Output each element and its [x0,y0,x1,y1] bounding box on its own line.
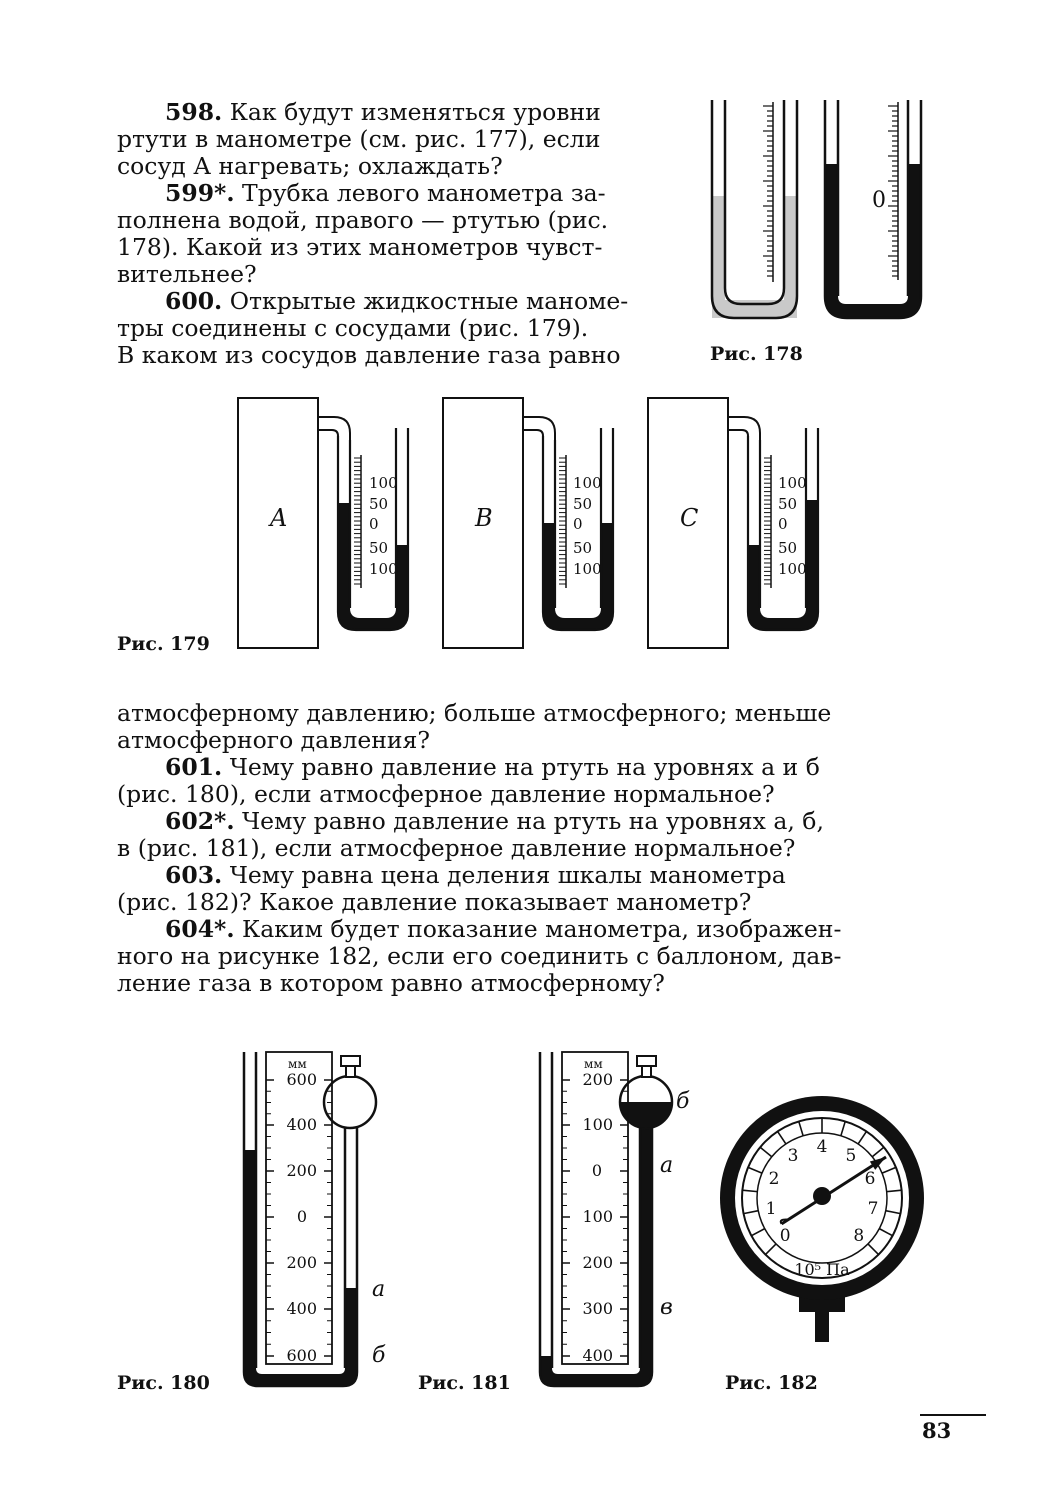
unit-label: мм [288,1057,307,1071]
scale-label: 400 [286,1115,317,1134]
unit-label: 10⁵ Па [794,1260,850,1279]
problem-602-text: Чему равно давление на ртуть на уровнях а, б, [242,807,824,835]
page-number-rule [920,1414,986,1416]
scale-label: 200 [286,1253,317,1272]
zero-label: 0 [872,188,886,213]
problem-599-number: 599*. [165,179,235,207]
scale-label: 50 [369,495,389,513]
problem-604-line-3: ление газа в котором равно атмосферному? [117,969,665,997]
dial-number: 4 [816,1137,828,1157]
problem-599-line-2: полнена водой, правого — ртутью (рис. [117,206,609,234]
scale-label: 600 [286,1346,317,1365]
scale-label: 50 [778,539,798,557]
scale-label: 100 [369,474,398,492]
level-v-label: в [660,1295,673,1320]
scale-label: 100 [778,560,807,578]
scale-label: 200 [582,1253,613,1272]
problem-600-line-3: В каком из сосудов давление газа равно [117,341,621,369]
scale-label: 50 [778,495,798,513]
figure-178-caption: Рис. 178 [710,343,803,365]
needle-hub [813,1187,831,1205]
figure-180-caption: Рис. 180 [117,1372,210,1394]
unit-label: мм [584,1057,603,1071]
problem-600-text: Открытые жидкостные маноме- [229,287,629,315]
problem-601-text: Чему равно давление на ртуть на уровнях а и б [229,753,820,781]
problem-604-text: Каким будет показание манометра, изображен- [242,915,842,943]
dial-number: 0 [779,1225,791,1246]
scale-label: 400 [286,1299,317,1318]
problem-599-line-4: вительнее? [117,260,257,288]
vessel-c-label: C [680,504,699,532]
problem-599-text: Трубка левого манометра за- [242,179,606,207]
dial-number: 7 [867,1199,879,1220]
problem-598-number: 598. [165,98,223,126]
dial-number: 6 [864,1169,876,1190]
problem-598-text: Как будут изменяться уровни [229,98,601,126]
level-b-label: б [372,1343,386,1368]
problem-600-line-2: тры соединены с сосудами (рис. 179). [117,314,589,342]
page-number: 83 [922,1418,952,1443]
scale-label: 0 [573,515,583,533]
level-b-label: б [676,1089,690,1114]
problem-598-line-2: ртути в манометре (см. рис. 177), если [117,125,601,153]
problem-599-line-3: 178). Какой из этих манометров чувст- [117,233,603,261]
problem-603-line-2: (рис. 182)? Какое давление показывает манометр? [117,888,752,916]
scale-label: 200 [286,1161,317,1180]
scale-label: 200 [582,1070,613,1089]
scale-label: 50 [369,539,389,557]
scale-label: 100 [573,474,602,492]
scale-label: 100 [369,560,398,578]
problem-603-number: 603. [165,861,223,889]
problem-601-line-2: (рис. 180), если атмосферное давление нормальное? [117,780,775,808]
problem-598-line-3: сосуд А нагревать; охлаждать? [117,152,503,180]
dial-number: 2 [768,1169,780,1190]
scale-label: 50 [573,539,593,557]
figure-182-caption: Рис. 182 [725,1372,818,1394]
scale-label: 100 [778,474,807,492]
problem-600-line-5: атмосферного давления? [117,726,430,754]
dial-number: 3 [787,1145,799,1166]
scale-label: 300 [582,1299,613,1318]
figure-181-caption: Рис. 181 [418,1372,511,1394]
problem-603-text: Чему равна цена деления шкалы манометра [229,861,786,889]
problem-600-line-4: атмосферному давлению; больше атмосферного; меньше [117,699,832,727]
figure-179-caption: Рис. 179 [117,633,210,655]
scale-label: 400 [582,1346,613,1365]
scale-label: 50 [573,495,593,513]
level-a-label: а [372,1277,386,1302]
dial-number: 1 [765,1199,777,1220]
problem-602-line-2: в (рис. 181), если атмосферное давление нормальное? [117,834,796,862]
scale-label: 0 [778,515,788,533]
vessel-a-label: A [270,504,288,532]
problem-604-number: 604*. [165,915,235,943]
scale-label: 0 [591,1161,602,1180]
dial-number: 5 [845,1145,857,1166]
problem-604-line-2: ного на рисунке 182, если его соединить с баллоном, дав- [117,942,842,970]
scale-label: 600 [286,1070,317,1089]
problem-600-number: 600. [165,287,223,315]
scale-label: 0 [369,515,379,533]
scale-label: 100 [582,1115,613,1134]
scale-label: 100 [582,1207,613,1226]
vessel-b-label: B [475,504,493,532]
scale-label: 100 [573,560,602,578]
level-a-label: а [660,1153,674,1178]
problem-602-number: 602*. [165,807,235,835]
problem-601-number: 601. [165,753,223,781]
dial-number: 8 [853,1225,865,1246]
scale-label: 0 [296,1207,307,1226]
